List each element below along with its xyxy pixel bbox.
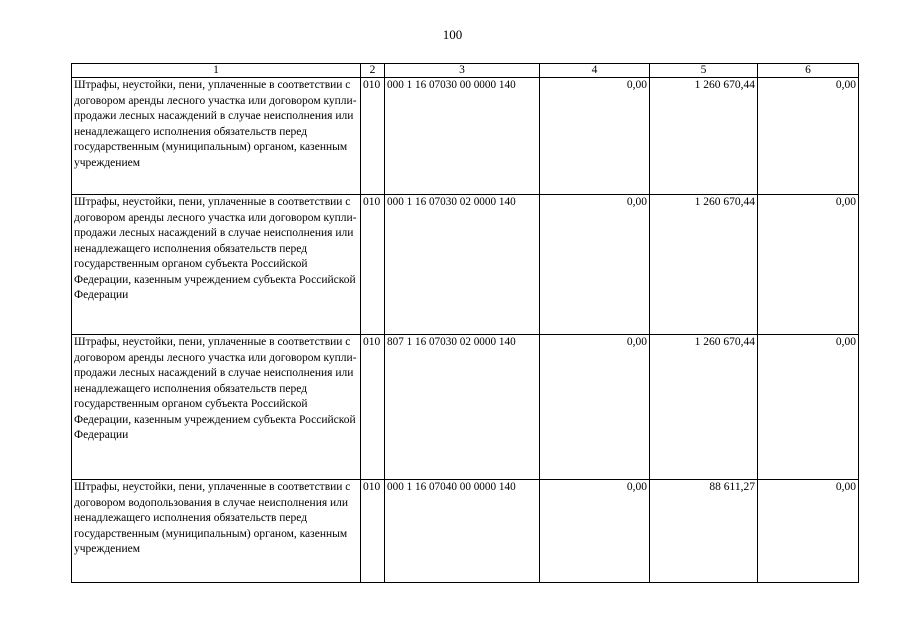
column-header-3: 3 [385,64,540,78]
row-value-4: 0,00 [540,480,650,583]
row-description: Штрафы, неустойки, пени, уплаченные в соответствии с договором аренды лесного участка или договором купли-продажи лесных насаждений в случае неисполнения или ненадлежащего исполнения обязательств перед государственным органом субъекта Российской Федерации, казенным учреждением субъекта Российской Федерации [72,335,361,480]
column-header-4: 4 [540,64,650,78]
row-description: Штрафы, неустойки, пени, уплаченные в соответствии с договором аренды лесного участка или договором купли-продажи лесных насаждений в случае неисполнения или ненадлежащего исполнения обязательств перед государственным органом субъекта Российской Федерации, казенным учреждением субъекта Российской Федерации [72,195,361,335]
column-header-6: 6 [758,64,859,78]
row-code-3: 000 1 16 07030 00 0000 140 [385,78,540,195]
row-code-2: 010 [361,195,385,335]
row-value-6: 0,00 [758,195,859,335]
report-table [71,63,859,583]
row-description: Штрафы, неустойки, пени, уплаченные в соответствии с договором водопользования в случае неисполнения или ненадлежащего исполнения обязательств перед государственным (муниципальным) органом, казенным учреждением [72,480,361,583]
table-row [72,78,859,195]
row-value-4: 0,00 [540,78,650,195]
row-code-2: 010 [361,335,385,480]
row-code-3: 807 1 16 07030 02 0000 140 [385,335,540,480]
row-value-5: 1 260 670,44 [650,195,758,335]
table-row [72,480,859,583]
row-value-4: 0,00 [540,335,650,480]
row-code-2: 010 [361,78,385,195]
table-row [72,335,859,480]
row-code-3: 000 1 16 07030 02 0000 140 [385,195,540,335]
page-number: 100 [442,27,463,42]
row-code-3: 000 1 16 07040 00 0000 140 [385,480,540,583]
row-value-5: 1 260 670,44 [650,78,758,195]
column-header-1: 1 [72,64,361,78]
row-value-4: 0,00 [540,195,650,335]
row-description: Штрафы, неустойки, пени, уплаченные в соответствии с договором аренды лесного участка или договором купли-продажи лесных насаждений в случае неисполнения или ненадлежащего исполнения обязательств перед государственным (муниципальным) органом, казенным учреждением [72,78,361,195]
row-value-5: 88 611,27 [650,480,758,583]
row-value-6: 0,00 [758,335,859,480]
row-value-6: 0,00 [758,480,859,583]
row-value-5: 1 260 670,44 [650,335,758,480]
column-header-5: 5 [650,64,758,78]
column-header-2: 2 [361,64,385,78]
column-number-row [72,64,859,78]
row-value-6: 0,00 [758,78,859,195]
table-row [72,195,859,335]
row-code-2: 010 [361,480,385,583]
